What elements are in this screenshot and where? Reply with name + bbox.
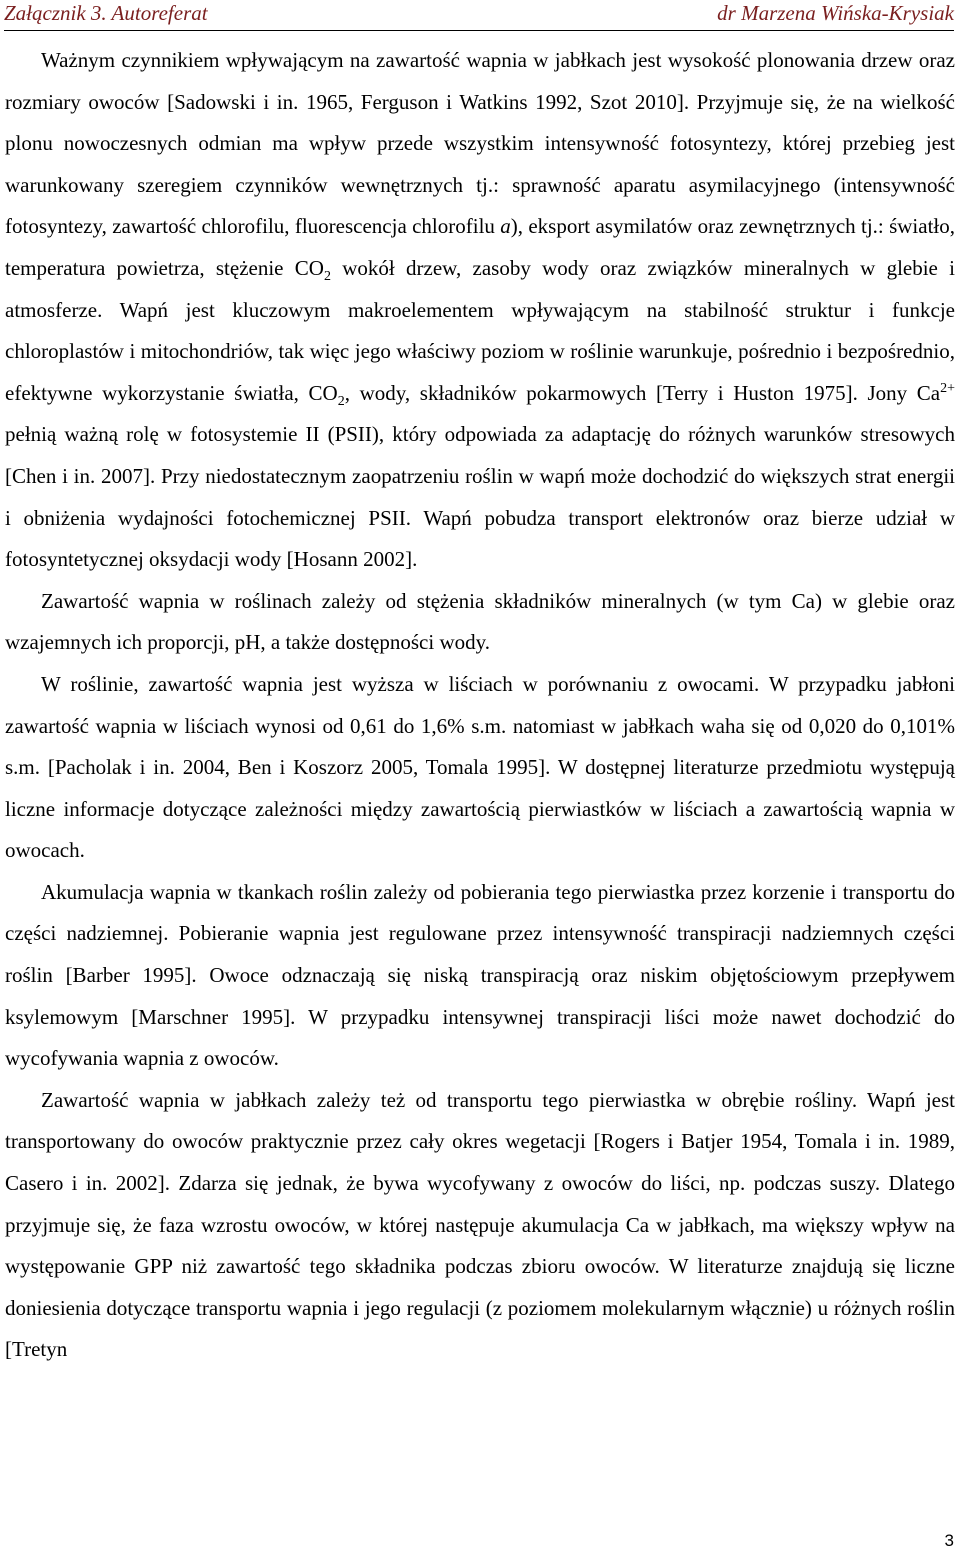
page-number: 3 [944,1531,954,1550]
paragraph-4: Akumulacja wapnia w tkankach roślin zależy od pobierania tego pierwiastka przez korzenie i transportu do części nadziemnej. Pobieranie wapnia jest regulowane przez intensywność transpiracji nadziemnych części roślin [Barber 1995]. Owoce odznaczają się niską transpiracją oraz niskim objętościowym przepływem ksylemowym [Marschner 1995]. W przypadku intensywnej transpiracji liści może nawet dochodzić do wycofywania wapnia z owoców. [5,879,955,1071]
paragraph-3: W roślinie, zawartość wapnia jest wyższa w liściach w porównaniu z owocami. W przypadku jabłoni zawartość wapnia w liściach wynosi od 0,61 do 1,6% s.m. natomiast w jabłkach waha się od 0,020 do 0,101% s.m. [Pacholak i in. 2004, Ben i Koszorz 2005, Tomala 1995]. W dostępnej literaturze przedmiotu występują liczne informacje dotyczące zależności między zawartością pierwiastków w liściach a zawartością wapnia w owocach. [5,671,955,863]
co2-subscript: 2 [323,269,331,285]
paragraph-1-italic-a: a [500,214,511,239]
paragraph-1-text-d: , wody, składników pokarmowych [Terry i Huston 1975]. Jony Ca [344,380,941,405]
paragraph-5: Zawartość wapnia w jabłkach zależy też od transportu tego pierwiastka w obrębie rośliny. Wapń jest transportowany do owoców praktycznie przez cały okres wegetacji [Rogers i Batjer 1954, Tomala i in. 1989, Casero i in. 2002]. Zdarza się jednak, że bywa wycofywany z owoców do liści, np. podczas suszy. Dlatego przyjmuje się, że faza wzrostu owoców, w której następuje akumulacja Ca w jabłkach, ma większy wpływ na występowanie GPP niż zawartość tego składnika podczas zbioru owoców. W literaturze znajdują się liczne doniesienia dotyczące transportu wapnia i jego regulacji (z poziomem molekularnym włącznie) u różnych roślin [Tretyn [5,1087,955,1362]
paragraph-1-text-c: wokół drzew, zasoby wody oraz związków mineralnych w glebie i atmosferze. Wapń jest kluczowym makroelementem wpływającym na stabilność struktur i funkcje chloroplastów i mitochondriów, tak więc jego właściwy poziom w roślinie warunkuje, pośrednio i bezpośrednio, efektywne wykorzystanie światła, CO [5,255,955,405]
co2-subscript: 2 [337,393,345,409]
header-title: Załącznik 3. Autoreferat [4,1,208,25]
paragraph-2: Zawartość wapnia w roślinach zależy od stężenia składników mineralnych (w tym Ca) w glebie oraz wzajemnych ich proporcji, pH, a także dostępności wody. [5,588,955,655]
paragraph-1-text-e: pełnią ważną rolę w fotosystemie II (PSII), który odpowiada za adaptację do różnych warunków stresowych [Chen i in. 2007]. Przy niedostatecznym zaopatrzeniu roślin w wapń może dochodzić do większych strat energii i obniżenia wydajności fotochemicznej PSII. Wapń pobudza transport elektronów oraz bierze udział w fotosyntetycznej oksydacji wody [Hosann 2002]. [5,422,955,572]
document-body [5,40,955,1371]
header-author: dr Marzena Wińska-Krysiak [717,1,954,25]
page-header [4,0,954,31]
paragraph-1-text-a: Ważnym czynnikiem wpływającym na zawartość wapnia w jabłkach jest wysokość plonowania drzew oraz rozmiary owoców [Sadowski i in. 1965, Ferguson i Watkins 1992, Szot 2010]. Przyjmuje się, że na wielkość plonu nowoczesnych odmian ma wpływ przede wszystkim intensywność fotosyntezy, której przebieg jest warunkowany szeregiem czynników wewnętrznych tj.: sprawność aparatu asymilacyjnego (intensywność fotosyntezy, zawartość chlorofilu, fluorescencja chlorofilu [5,48,955,239]
paragraph-1-text-b: ), eksport asymilatów oraz zewnętrznych tj.: światło, temperatura powietrza, stężenie CO [5,214,955,280]
paragraph-1 [5,40,955,581]
ca-superscript: 2+ [940,380,955,396]
